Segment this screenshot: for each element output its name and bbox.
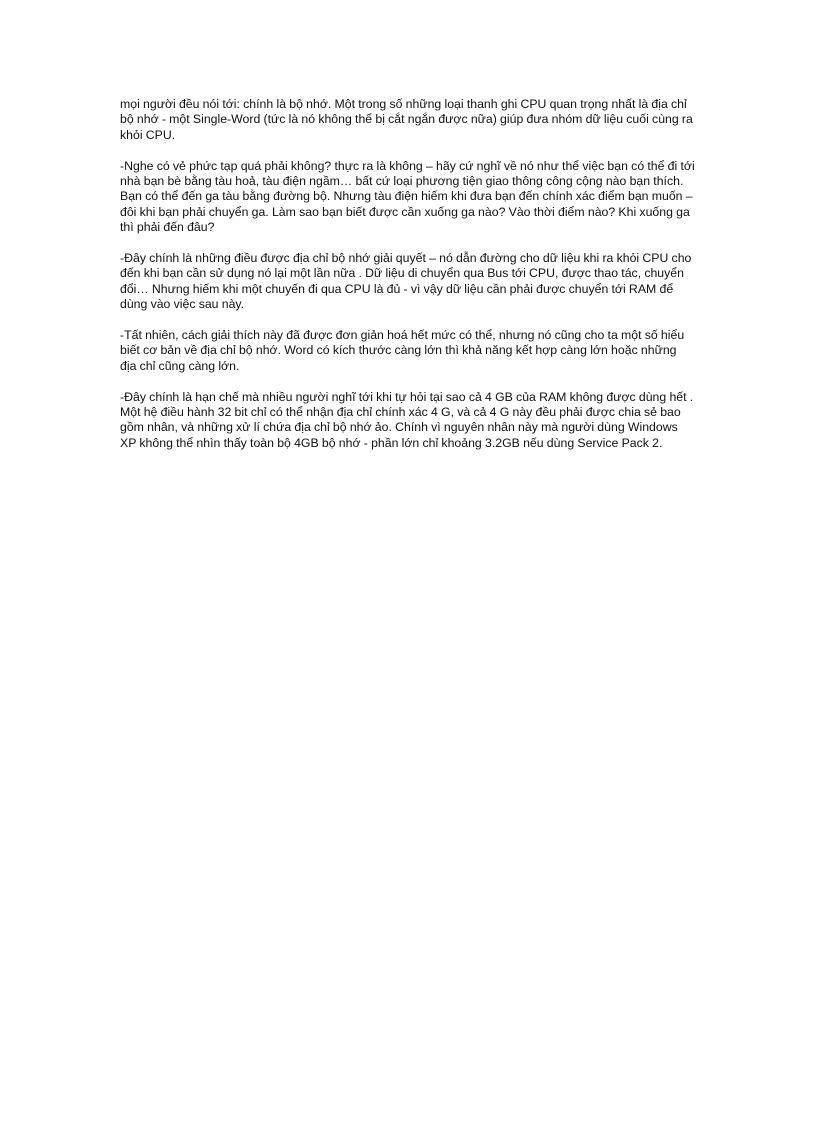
paragraph-5: -Đây chính là hạn chế mà nhiều người nghĩ tới khi tự hỏi tại sao cả 4 GB của RAM không được dùng hết . Một hệ điều hành 32 bit chỉ có thể nhận địa chỉ chính xác 4 G, và cả 4 G này đều phải được chia sẻ bao gồm nhân, và những xử lí chứa địa chỉ bộ nhớ ảo. Chính vì nguyên nhân này mà người dùng Windows XP không thể nhìn thấy toàn bộ 4GB bộ nhớ - phần lớn chỉ khoảng 3.2GB nếu dùng Service Pack 2. <box>120 389 694 450</box>
paragraph-2: -Nghe có vẻ phức tạp quá phải không? thực ra là không – hãy cứ nghĩ về nó như thể việc bạn có thể đi tới nhà bạn bè bằng tàu hoả, tàu điện ngầm… bất cứ loại phương tiện giao thông công cộng nào bạn thích. Bạn có thể đến ga tàu bằng đường bộ. Nhưng tàu điện hiếm khi đưa bạn đến chính xác điểm bạn muốn – đôi khi bạn phải chuyển ga. Làm sao bạn biết được cần xuống ga nào? Vào thời điểm nào? Khi xuống ga thì phải đến đâu? <box>120 158 695 235</box>
paragraph-1: mọi người đều nói tới: chính là bộ nhớ. Một trong số những loại thanh ghi CPU quan trọng nhất là địa chỉ bộ nhớ - một Single-Word (tức là nó không thể bị cắt ngắn được nữa) giúp đưa nhóm dữ liệu cuối cùng ra khỏi CPU. <box>120 97 693 142</box>
paragraph-4: -Tất nhiên, cách giải thích này đã được đơn giản hoá hết mức có thể, nhưng nó cũng cho ta một số hiểu biết cơ bản về địa chỉ bộ nhớ. Word có kích thước càng lớn thì khả năng kết hợp càng lớn hoặc những địa chỉ cũng càng lớn. <box>120 328 685 373</box>
document-body <box>120 97 695 467</box>
paragraph-3: -Đây chính là những điều được địa chỉ bộ nhớ giải quyết – nó dẫn đường cho dữ liệu khi ra khỏi CPU cho đến khi bạn cần sử dụng nó lại một lần nữa . Dữ liệu di chuyển qua Bus tới CPU, được thao tác, chuyển đổi… Nhưng hiếm khi một chuyến đi qua CPU là đủ - vì vậy dữ liệu cần phải được chuyển tới RAM để dùng vào việc sau này. <box>120 251 692 312</box>
